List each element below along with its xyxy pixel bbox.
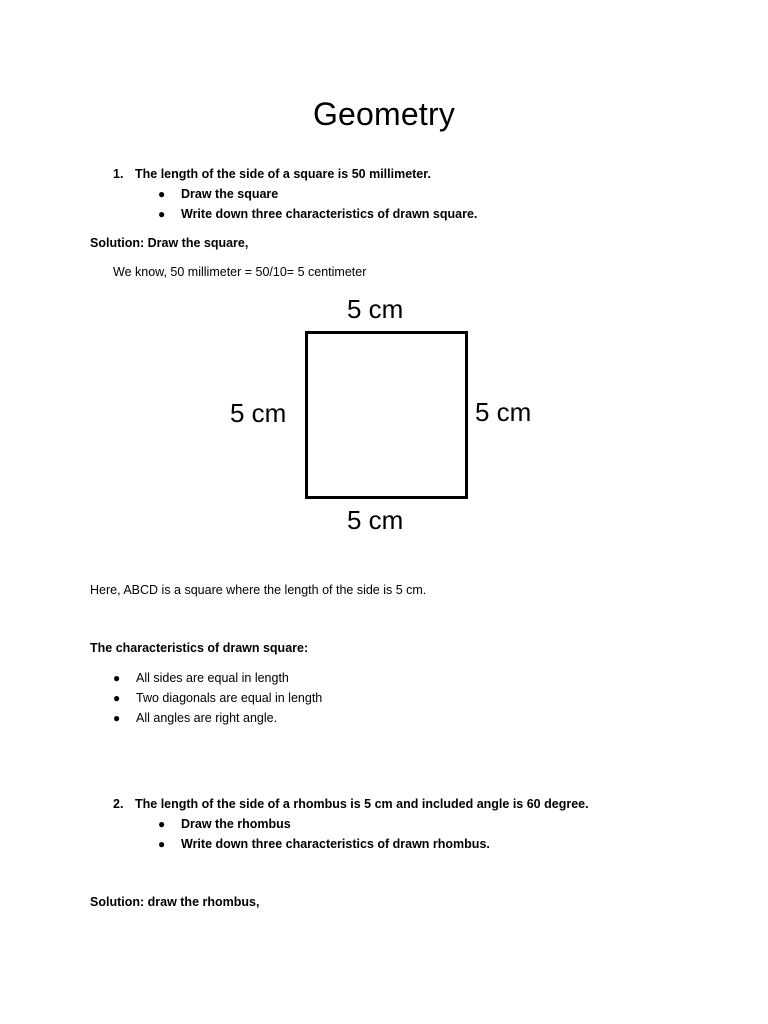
characteristic-item: All angles are right angle. [136,711,278,725]
unit-conversion-text: We know, 50 millimeter = 50/10= 5 centimeter [113,265,367,279]
characteristic-item: Two diagonals are equal in length [136,691,323,705]
square-top-label: 5 cm [347,294,404,324]
question-2-bullet: Write down three characteristics of drawn rhombus. [181,837,490,851]
page-title: Geometry [312,96,456,132]
question-1-bullet: Write down three characteristics of drawn square. [181,207,478,221]
question-1-bullet: Draw the square [181,187,279,201]
bullet-icon: ● [158,207,166,221]
square-right-label: 5 cm [475,397,532,427]
solution-2-heading: Solution: draw the rhombus, [90,895,260,909]
question-2-number: 2. [113,797,124,811]
bullet-icon: ● [113,671,121,685]
question-2-bullet: Draw the rhombus [181,817,291,831]
square-left-label: 5 cm [230,398,287,428]
bullet-icon: ● [158,837,166,851]
question-1-number: 1. [113,167,124,181]
bullet-icon: ● [158,817,166,831]
square-description: Here, ABCD is a square where the length of the side is 5 cm. [90,583,427,597]
characteristic-item: All sides are equal in length [136,671,289,685]
question-1-text: The length of the side of a square is 50 millimeter. [135,167,431,181]
bullet-icon: ● [158,187,166,201]
bullet-icon: ● [113,691,121,705]
characteristics-heading: The characteristics of drawn square: [90,641,309,655]
question-2-text: The length of the side of a rhombus is 5 cm and included angle is 60 degree. [135,797,589,811]
square-shape [305,331,468,499]
square-bottom-label: 5 cm [347,505,404,535]
bullet-icon: ● [113,711,121,725]
solution-1-heading: Solution: Draw the square, [90,236,249,250]
